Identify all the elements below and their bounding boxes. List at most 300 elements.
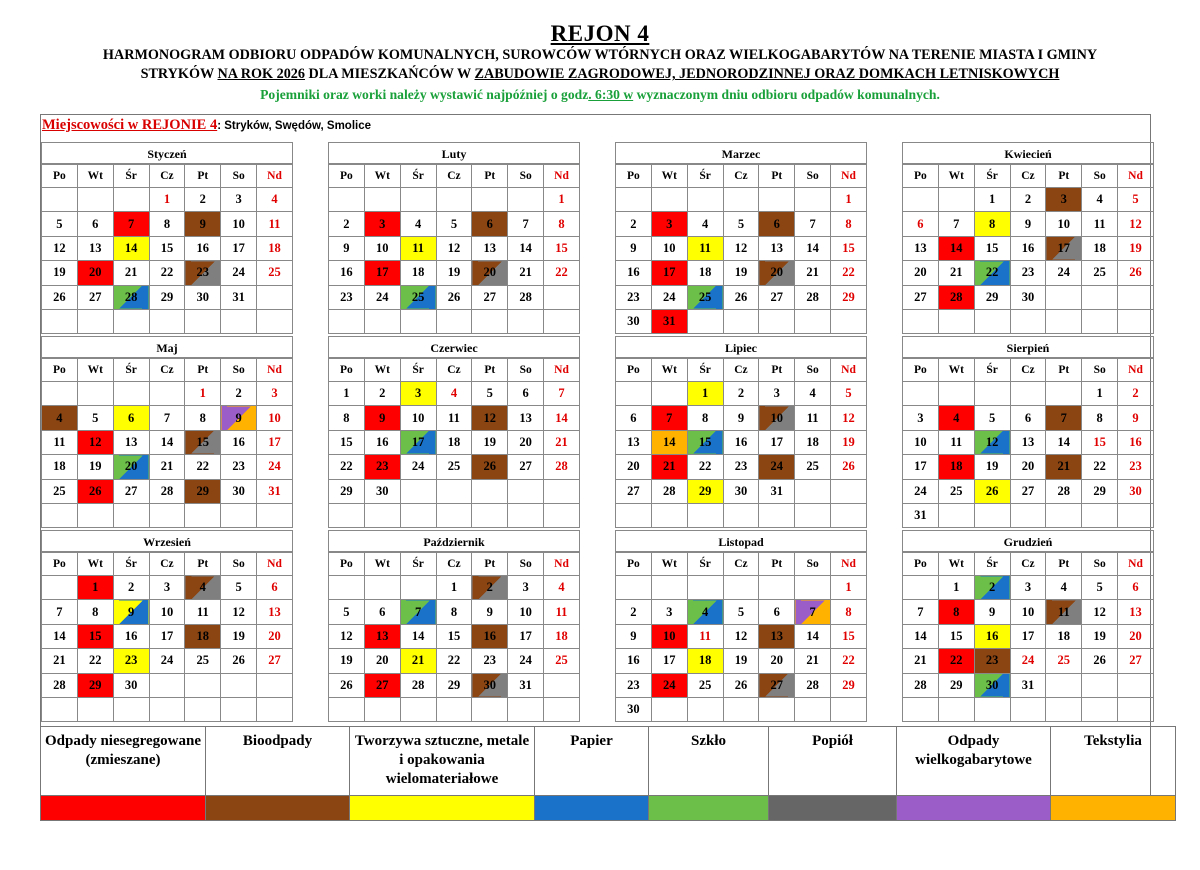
day-cell xyxy=(436,503,472,527)
day-cell: 25 xyxy=(687,285,723,309)
day-cell: 23 xyxy=(974,649,1010,673)
day-cell: 24 xyxy=(1010,649,1046,673)
day-cell: 19 xyxy=(329,649,365,673)
month-name: Kwiecień xyxy=(902,142,1154,164)
day-cell xyxy=(723,188,759,212)
day-cell: 19 xyxy=(1118,236,1154,260)
weekday-header: Wt xyxy=(364,553,400,576)
day-cell: 5 xyxy=(831,382,867,406)
weekday-header: So xyxy=(508,553,544,576)
day-cell: 2 xyxy=(616,600,652,624)
day-cell: 25 xyxy=(400,285,436,309)
day-cell: 29 xyxy=(149,285,185,309)
day-cell: 12 xyxy=(723,236,759,260)
weekday-header: Nd xyxy=(831,553,867,576)
day-cell: 28 xyxy=(903,673,939,697)
legend-swatch-mix xyxy=(41,796,206,821)
day-cell: 17 xyxy=(149,624,185,648)
day-cell: 12 xyxy=(329,624,365,648)
day-cell: 8 xyxy=(185,406,221,430)
month-8 xyxy=(41,530,293,722)
day-cell: 21 xyxy=(149,455,185,479)
weekday-header: Śr xyxy=(687,553,723,576)
weekday-header: Śr xyxy=(113,165,149,188)
day-cell: 4 xyxy=(1082,188,1118,212)
legend-swatch-plast xyxy=(350,796,535,821)
weekday-header: Pt xyxy=(472,165,508,188)
day-cell xyxy=(759,576,795,600)
day-cell: 3 xyxy=(903,406,939,430)
day-cell: 22 xyxy=(436,649,472,673)
day-cell: 19 xyxy=(221,624,257,648)
weekday-header: Śr xyxy=(113,359,149,382)
day-cell: 14 xyxy=(400,624,436,648)
day-cell: 31 xyxy=(257,479,293,503)
day-cell xyxy=(974,503,1010,527)
day-cell xyxy=(42,309,78,333)
day-cell xyxy=(436,188,472,212)
day-cell: 3 xyxy=(400,382,436,406)
day-cell: 6 xyxy=(508,382,544,406)
day-cell: 28 xyxy=(400,673,436,697)
header-line-2-a: STRYKÓW xyxy=(140,66,218,82)
day-cell: 27 xyxy=(616,479,652,503)
day-cell xyxy=(759,503,795,527)
day-cell: 29 xyxy=(185,479,221,503)
day-cell xyxy=(795,576,831,600)
day-cell: 27 xyxy=(759,285,795,309)
day-cell: 21 xyxy=(795,261,831,285)
day-cell: 25 xyxy=(257,261,293,285)
day-cell xyxy=(1046,285,1082,309)
day-cell: 18 xyxy=(185,624,221,648)
day-cell xyxy=(1082,503,1118,527)
day-cell: 14 xyxy=(113,236,149,260)
legend-label-ash: Popiół xyxy=(769,727,897,796)
month-9 xyxy=(328,530,580,722)
day-cell xyxy=(329,503,365,527)
day-cell xyxy=(221,309,257,333)
month-name: Marzec xyxy=(615,142,867,164)
day-cell xyxy=(651,576,687,600)
weekday-header: Po xyxy=(42,359,78,382)
day-cell: 17 xyxy=(364,261,400,285)
day-cell xyxy=(436,309,472,333)
day-cell: 8 xyxy=(149,212,185,236)
day-cell: 17 xyxy=(759,430,795,454)
day-cell: 1 xyxy=(544,188,580,212)
day-cell: 18 xyxy=(938,455,974,479)
day-cell: 15 xyxy=(974,236,1010,260)
day-cell: 30 xyxy=(1010,285,1046,309)
month-name: Listopad xyxy=(615,530,867,552)
day-cell: 6 xyxy=(113,406,149,430)
region-label: Miejscowości w REJONIE 4 xyxy=(42,117,218,133)
day-cell xyxy=(364,697,400,721)
day-cell: 15 xyxy=(149,236,185,260)
day-cell: 19 xyxy=(472,430,508,454)
day-cell: 27 xyxy=(472,285,508,309)
day-cell: 29 xyxy=(831,673,867,697)
day-cell: 15 xyxy=(185,430,221,454)
day-cell: 23 xyxy=(723,455,759,479)
weekday-header: Wt xyxy=(938,553,974,576)
day-cell xyxy=(257,285,293,309)
notice-time: . 6:30 w xyxy=(588,87,634,102)
day-cell: 2 xyxy=(221,382,257,406)
day-cell xyxy=(651,188,687,212)
day-cell: 28 xyxy=(1046,479,1082,503)
day-cell: 24 xyxy=(1046,261,1082,285)
day-cell: 23 xyxy=(1118,455,1154,479)
day-cell: 20 xyxy=(77,261,113,285)
weekday-header: Cz xyxy=(436,553,472,576)
day-cell: 4 xyxy=(436,382,472,406)
day-cell: 26 xyxy=(974,479,1010,503)
weekday-header: So xyxy=(1082,553,1118,576)
day-cell: 27 xyxy=(257,649,293,673)
day-cell xyxy=(185,503,221,527)
day-cell: 1 xyxy=(77,576,113,600)
day-cell: 2 xyxy=(1118,382,1154,406)
day-cell xyxy=(831,697,867,721)
day-cell: 3 xyxy=(257,382,293,406)
legend-swatch-bio xyxy=(206,796,350,821)
day-cell xyxy=(795,188,831,212)
day-cell: 16 xyxy=(1118,430,1154,454)
day-cell xyxy=(400,503,436,527)
day-cell: 3 xyxy=(1046,188,1082,212)
day-cell xyxy=(1082,285,1118,309)
day-cell xyxy=(544,479,580,503)
day-cell: 25 xyxy=(1046,649,1082,673)
weekday-header: Śr xyxy=(400,165,436,188)
day-cell: 18 xyxy=(687,261,723,285)
day-cell xyxy=(831,479,867,503)
day-cell: 17 xyxy=(508,624,544,648)
day-cell: 17 xyxy=(651,649,687,673)
day-cell: 8 xyxy=(687,406,723,430)
day-cell xyxy=(149,309,185,333)
weekday-header: Pt xyxy=(185,553,221,576)
day-cell: 3 xyxy=(1010,576,1046,600)
day-cell xyxy=(903,576,939,600)
month-5 xyxy=(328,336,580,528)
day-cell: 7 xyxy=(795,600,831,624)
day-cell: 6 xyxy=(77,212,113,236)
day-cell xyxy=(113,309,149,333)
day-cell: 16 xyxy=(723,430,759,454)
day-cell: 29 xyxy=(974,285,1010,309)
day-cell: 10 xyxy=(508,600,544,624)
day-cell: 14 xyxy=(938,236,974,260)
day-cell: 3 xyxy=(508,576,544,600)
weekday-header: Pt xyxy=(759,553,795,576)
day-cell: 22 xyxy=(938,649,974,673)
day-cell xyxy=(508,503,544,527)
day-cell xyxy=(651,382,687,406)
day-cell: 20 xyxy=(508,430,544,454)
day-cell: 8 xyxy=(831,212,867,236)
day-cell: 2 xyxy=(113,576,149,600)
day-cell xyxy=(508,188,544,212)
day-cell: 13 xyxy=(759,624,795,648)
day-cell: 21 xyxy=(400,649,436,673)
day-cell xyxy=(257,697,293,721)
day-cell xyxy=(544,309,580,333)
day-cell xyxy=(77,503,113,527)
month-7 xyxy=(902,336,1154,528)
header-line-1: HARMONOGRAM ODBIORU ODPADÓW KOMUNALNYCH, SUROWCÓW WTÓRNYCH ORAZ WIELKOGABARYTÓW NA TERENIE MIASTA I GMINY xyxy=(102,47,1098,63)
day-cell xyxy=(651,697,687,721)
day-cell: 21 xyxy=(113,261,149,285)
day-cell xyxy=(508,697,544,721)
day-cell xyxy=(77,309,113,333)
weekday-header: Pt xyxy=(472,359,508,382)
day-cell xyxy=(616,503,652,527)
day-cell xyxy=(1118,309,1154,333)
legend-label-glass: Szkło xyxy=(649,727,769,796)
day-cell xyxy=(974,309,1010,333)
day-cell: 13 xyxy=(903,236,939,260)
day-cell: 31 xyxy=(508,673,544,697)
weekday-header: Pt xyxy=(1046,165,1082,188)
weekday-header: Cz xyxy=(149,359,185,382)
day-cell: 27 xyxy=(903,285,939,309)
legend-label-mix: Odpady niesegregowane (zmieszane) xyxy=(41,727,206,796)
weekday-header: Śr xyxy=(974,165,1010,188)
day-cell: 29 xyxy=(687,479,723,503)
day-cell xyxy=(1046,382,1082,406)
day-cell: 10 xyxy=(651,624,687,648)
day-cell: 16 xyxy=(329,261,365,285)
day-cell: 20 xyxy=(759,649,795,673)
day-cell: 24 xyxy=(221,261,257,285)
day-cell: 4 xyxy=(795,382,831,406)
day-cell: 7 xyxy=(42,600,78,624)
day-cell: 16 xyxy=(185,236,221,260)
day-cell: 26 xyxy=(1118,261,1154,285)
weekday-header: So xyxy=(1082,359,1118,382)
day-cell: 19 xyxy=(831,430,867,454)
weekday-header: So xyxy=(795,165,831,188)
weekday-header: So xyxy=(795,553,831,576)
day-cell: 1 xyxy=(831,576,867,600)
day-cell xyxy=(185,309,221,333)
day-cell: 7 xyxy=(113,212,149,236)
legend-swatch-ash xyxy=(769,796,897,821)
weekday-header: Po xyxy=(616,553,652,576)
day-cell: 4 xyxy=(400,212,436,236)
day-cell: 5 xyxy=(329,600,365,624)
day-cell xyxy=(1046,697,1082,721)
weekday-header: Po xyxy=(616,165,652,188)
day-cell xyxy=(472,479,508,503)
month-6 xyxy=(615,336,867,528)
day-cell: 31 xyxy=(651,309,687,333)
day-cell: 26 xyxy=(831,455,867,479)
day-cell: 4 xyxy=(687,212,723,236)
day-cell: 11 xyxy=(42,430,78,454)
legend-label-tex: Tekstylia xyxy=(1051,727,1176,796)
day-cell: 16 xyxy=(113,624,149,648)
day-cell: 18 xyxy=(257,236,293,260)
day-cell xyxy=(687,503,723,527)
day-cell: 4 xyxy=(257,188,293,212)
day-cell xyxy=(149,697,185,721)
day-cell: 7 xyxy=(544,382,580,406)
day-cell: 6 xyxy=(1010,406,1046,430)
legend-swatch-tex xyxy=(1051,796,1176,821)
day-cell: 10 xyxy=(1046,212,1082,236)
day-cell: 17 xyxy=(400,430,436,454)
day-cell: 16 xyxy=(221,430,257,454)
day-cell: 20 xyxy=(472,261,508,285)
day-cell xyxy=(1118,673,1154,697)
notice-a: Pojemniki oraz worki należy wystawić najpóźniej o godz xyxy=(260,87,589,102)
day-cell: 30 xyxy=(472,673,508,697)
day-cell: 21 xyxy=(508,261,544,285)
day-cell: 1 xyxy=(1082,382,1118,406)
day-cell: 12 xyxy=(77,430,113,454)
day-cell: 20 xyxy=(364,649,400,673)
day-cell: 29 xyxy=(436,673,472,697)
day-cell xyxy=(364,503,400,527)
day-cell: 15 xyxy=(1082,430,1118,454)
day-cell: 16 xyxy=(616,261,652,285)
weekday-header: Śr xyxy=(687,359,723,382)
day-cell: 1 xyxy=(831,188,867,212)
day-cell: 14 xyxy=(1046,430,1082,454)
legend-swatch-paper xyxy=(535,796,649,821)
weekday-header: Po xyxy=(42,553,78,576)
day-cell: 21 xyxy=(795,649,831,673)
header-line-2 xyxy=(0,65,1200,84)
day-cell: 13 xyxy=(616,430,652,454)
day-cell: 22 xyxy=(185,455,221,479)
day-cell: 15 xyxy=(77,624,113,648)
day-cell: 17 xyxy=(651,261,687,285)
day-cell: 15 xyxy=(938,624,974,648)
day-cell: 8 xyxy=(436,600,472,624)
day-cell: 3 xyxy=(149,576,185,600)
day-cell: 12 xyxy=(42,236,78,260)
day-cell xyxy=(723,697,759,721)
day-cell: 5 xyxy=(42,212,78,236)
day-cell xyxy=(903,309,939,333)
day-cell: 25 xyxy=(1082,261,1118,285)
weekday-header: Po xyxy=(329,553,365,576)
day-cell: 10 xyxy=(257,406,293,430)
day-cell: 11 xyxy=(687,624,723,648)
day-cell: 16 xyxy=(472,624,508,648)
day-cell: 22 xyxy=(329,455,365,479)
day-cell: 11 xyxy=(400,236,436,260)
pickup-notice xyxy=(0,86,1200,104)
weekday-header: Po xyxy=(903,359,939,382)
day-cell xyxy=(938,503,974,527)
day-cell: 27 xyxy=(364,673,400,697)
day-cell: 20 xyxy=(1118,624,1154,648)
day-cell xyxy=(1082,673,1118,697)
day-cell: 1 xyxy=(436,576,472,600)
day-cell: 26 xyxy=(42,285,78,309)
day-cell xyxy=(1010,697,1046,721)
day-cell: 21 xyxy=(938,261,974,285)
weekday-header: Wt xyxy=(651,165,687,188)
day-cell: 1 xyxy=(185,382,221,406)
month-4 xyxy=(41,336,293,528)
day-cell: 28 xyxy=(149,479,185,503)
day-cell xyxy=(938,309,974,333)
day-cell: 3 xyxy=(221,188,257,212)
day-cell xyxy=(723,309,759,333)
day-cell: 27 xyxy=(759,673,795,697)
day-cell xyxy=(113,382,149,406)
weekday-header: Śr xyxy=(400,553,436,576)
day-cell xyxy=(149,503,185,527)
day-cell: 20 xyxy=(1010,455,1046,479)
day-cell: 24 xyxy=(364,285,400,309)
day-cell: 4 xyxy=(185,576,221,600)
region-line xyxy=(42,117,371,139)
day-cell xyxy=(257,309,293,333)
day-cell: 25 xyxy=(687,673,723,697)
weekday-header: So xyxy=(1082,165,1118,188)
day-cell xyxy=(651,503,687,527)
day-cell: 26 xyxy=(436,285,472,309)
legend xyxy=(40,726,1151,821)
day-cell: 17 xyxy=(903,455,939,479)
day-cell: 27 xyxy=(77,285,113,309)
day-cell: 2 xyxy=(472,576,508,600)
day-cell: 31 xyxy=(1010,673,1046,697)
day-cell: 26 xyxy=(472,455,508,479)
day-cell: 5 xyxy=(436,212,472,236)
day-cell xyxy=(1046,503,1082,527)
day-cell: 30 xyxy=(974,673,1010,697)
day-cell: 14 xyxy=(651,430,687,454)
day-cell: 24 xyxy=(508,649,544,673)
day-cell: 13 xyxy=(77,236,113,260)
day-cell: 15 xyxy=(687,430,723,454)
day-cell: 14 xyxy=(795,236,831,260)
day-cell: 7 xyxy=(651,406,687,430)
header-line-2-c: DLA MIESZKAŃCÓW W xyxy=(304,66,475,82)
day-cell: 19 xyxy=(42,261,78,285)
day-cell: 9 xyxy=(616,624,652,648)
day-cell: 15 xyxy=(544,236,580,260)
day-cell xyxy=(544,673,580,697)
day-cell: 13 xyxy=(1010,430,1046,454)
day-cell: 5 xyxy=(974,406,1010,430)
day-cell: 19 xyxy=(77,455,113,479)
day-cell: 15 xyxy=(831,236,867,260)
day-cell: 21 xyxy=(544,430,580,454)
weekday-header: Wt xyxy=(77,359,113,382)
day-cell: 29 xyxy=(77,673,113,697)
day-cell xyxy=(472,188,508,212)
month-name: Sierpień xyxy=(902,336,1154,358)
day-cell xyxy=(472,309,508,333)
day-cell: 14 xyxy=(544,406,580,430)
month-name: Lipiec xyxy=(615,336,867,358)
weekday-header: So xyxy=(795,359,831,382)
day-cell: 7 xyxy=(903,600,939,624)
day-cell: 2 xyxy=(723,382,759,406)
day-cell: 6 xyxy=(472,212,508,236)
month-name: Czerwiec xyxy=(328,336,580,358)
